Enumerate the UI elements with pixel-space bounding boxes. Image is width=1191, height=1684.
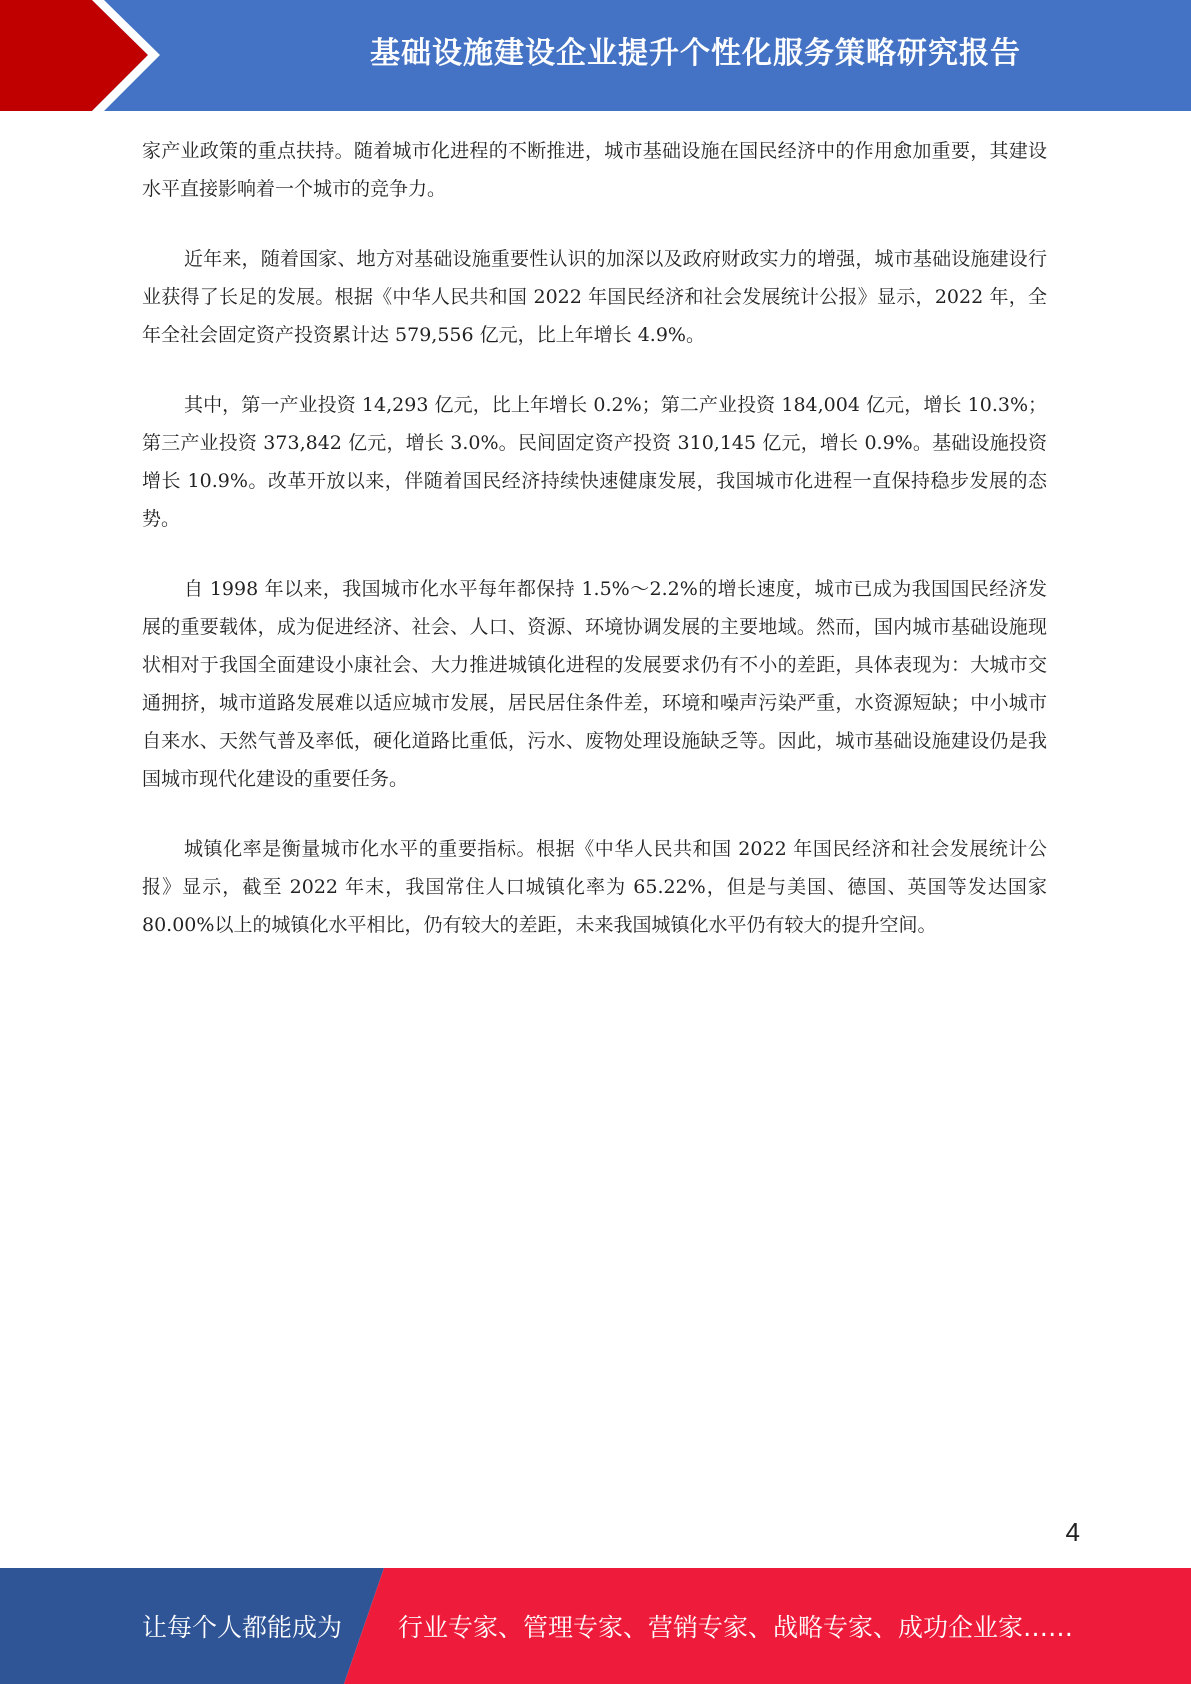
page-footer: [0, 1568, 1191, 1684]
page-header: [0, 0, 1191, 111]
paragraph-2: 近年来，随着国家、地方对基础设施重要性认识的加深以及政府财政实力的增强，城市基础设施建设行业获得了长足的发展。根据《中华人民共和国 2022 年国民经济和社会发展统计公报》显示，2022 年，全年全社会固定资产投资累计达 579,556 亿元，比上年增长 4.9%。: [142, 248, 1047, 346]
paragraph-1: 家产业政策的重点扶持。随着城市化进程的不断推进，城市基础设施在国民经济中的作用愈加重要，其建设水平直接影响着一个城市的竞争力。: [142, 140, 1047, 200]
paragraph-5: 城镇化率是衡量城市化水平的重要指标。根据《中华人民共和国 2022 年国民经济和社会发展统计公报》显示，截至 2022 年末，我国常住人口城镇化率为 65.22%，但是与美国、德国、英国等发达国家 80.00%以上的城镇化水平相比，仍有较大的差距，未来我国城镇化水平仍有较大的提升空间。: [142, 838, 1047, 936]
paragraph-3: 其中，第一产业投资 14,293 亿元，比上年增长 0.2%；第二产业投资 184,004 亿元，增长 10.3%；第三产业投资 373,842 亿元，增长 3.0%。民间固定资产投资 310,145 亿元，增长 0.9%。基础设施投资增长 10.9%。改革开放以来，伴随着国民经济持续快速健康发展，我国城市化进程一直保持稳步发展的态势。: [142, 394, 1047, 530]
footer-slogan-left: 让每个人都能成为: [142, 1613, 343, 1642]
report-title: 基础设施建设企业提升个性化服务策略研究报告: [370, 36, 1021, 71]
header-red-chevron: [0, 0, 148, 111]
footer-slogan-right: 行业专家、管理专家、营销专家、战略专家、成功企业家……: [398, 1613, 1074, 1642]
paragraph-4: 自 1998 年以来，我国城市化水平每年都保持 1.5%～2.2%的增长速度，城市已成为我国国民经济发展的重要载体，成为促进经济、社会、人口、资源、环境协调发展的主要地域。然而，国内城市基础设施现状相对于我国全面建设小康社会、大力推进城镇化进程的发展要求仍有不小的差距，具体表现为：大城市交通拥挤，城市道路发展难以适应城市发展，居民居住条件差，环境和噪声污染严重，水资源短缺；中小城市自来水、天然气普及率低，硬化道路比重低，污水、废物处理设施缺乏等。因此，城市基础设施建设仍是我国城市现代化建设的重要任务。: [142, 578, 1047, 790]
page-number: 4: [1065, 1517, 1080, 1547]
body-text: [142, 132, 1047, 976]
